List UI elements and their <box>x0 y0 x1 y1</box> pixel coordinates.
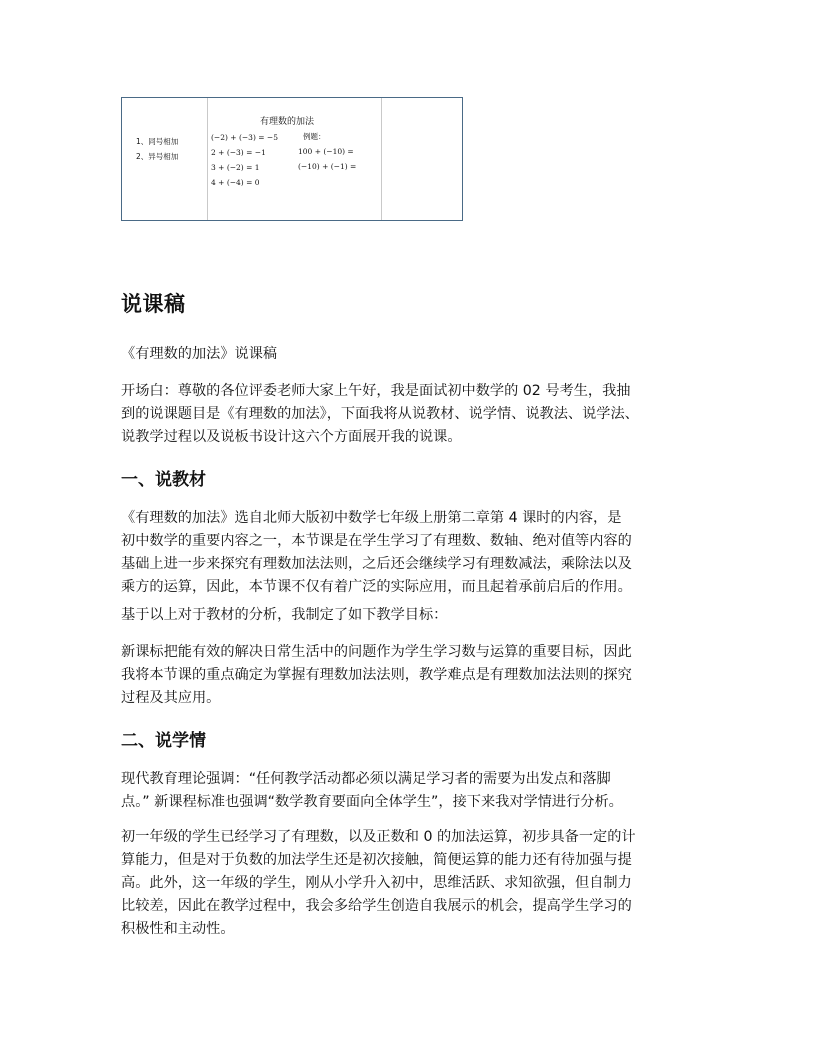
board-example-2: 2 + (−3) = −1 <box>211 148 266 157</box>
paragraph-line: 现代教育理论强调：“任何教学活动都必须以满足学习者的需要为出发点和落脚 <box>121 771 611 787</box>
section-heading-students: 二、说学情 <box>121 731 206 751</box>
paragraph-line: 新课标把能有效的解决日常生活中的问题作为学生学习数与运算的重要目标，因此 <box>121 644 632 660</box>
paragraph-line: 算能力，但是对于负数的加法学生还是初次接触，简便运算的能力还有待加强与提 <box>121 852 632 868</box>
paragraph-line: 《有理数的加法》选自北师大版初中数学七年级上册第二章第 4 课时的内容，是 <box>121 510 622 526</box>
textbook-paragraph <box>121 507 711 599</box>
board-example-1: (−2) + (−3) = −5 <box>211 133 278 142</box>
paragraph-line: 初中数学的重要内容之一，本节课是在学生学习了有理数、数轴、绝对值等内容的 <box>121 533 632 549</box>
intro-line: 开场白：尊敬的各位评委老师大家上午好，我是面试初中数学的 02 号考生，我抽 <box>121 383 631 399</box>
document-title: 说课稿 <box>121 292 186 316</box>
theory-paragraph <box>121 768 711 814</box>
paragraph-line: 我将本节课的重点确定为掌握有理数加法法则，教学难点是有理数加法法则的探究 <box>121 667 632 683</box>
paragraph-line: 过程及其应用。 <box>121 690 221 706</box>
board-practice-2: (−10) + (−1) = <box>298 162 357 171</box>
objectives-intro <box>121 604 711 627</box>
paragraph-line: 乘方的运算，因此，本节课不仅有着广泛的实际应用，而且起着承前启后的作用。 <box>121 579 632 595</box>
key-points-paragraph <box>121 641 711 710</box>
paragraph-line: 比较差，因此在教学过程中，我会多给学生创造自我展示的机会，提高学生学习的 <box>121 898 632 914</box>
board-practice-1: 100 + (−10) = <box>298 147 354 156</box>
intro-line: 到的说课题目是《有理数的加法》，下面我将从说教材、说学情、说教法、说学法、 <box>121 406 639 422</box>
student-analysis-paragraph <box>121 826 711 941</box>
subtitle-line: 《有理数的加法》说课稿 <box>121 346 278 362</box>
paragraph-line: 基础上进一步来探究有理数加法法则，之后还会继续学习有理数减法，乘除法以及 <box>121 556 632 572</box>
board-divider-right <box>381 98 382 220</box>
paragraph-line: 基于以上对于教材的分析，我制定了如下教学目标： <box>121 607 448 623</box>
board-design-figure <box>121 97 463 221</box>
board-rule-2: 2、异号相加 <box>136 152 179 161</box>
paragraph-line: 积极性和主动性。 <box>121 921 235 937</box>
section-heading-textbook: 一、说教材 <box>121 470 206 490</box>
board-example-4: 4 + (−4) = 0 <box>211 178 260 187</box>
intro-line: 说教学过程以及说板书设计这六个方面展开我的说课。 <box>121 429 462 445</box>
board-example-heading: 例题： <box>303 132 326 141</box>
board-example-3: 3 + (−2) = 1 <box>211 163 260 172</box>
board-rule-1: 1、同号相加 <box>136 137 179 146</box>
intro-paragraph <box>121 380 711 449</box>
paragraph-line: 高。此外，这一年级的学生，刚从小学升入初中，思维活跃、求知欲强，但自制力 <box>121 875 632 891</box>
paragraph-line: 点。” 新课程标准也强调“数学教育要面向全体学生”，接下来我对学情进行分析。 <box>121 794 623 810</box>
paragraph-line: 初一年级的学生已经学习了有理数，以及正数和 0 的加法运算，初步具备一定的计 <box>121 829 636 845</box>
board-divider-left <box>207 98 208 220</box>
board-title: 有理数的加法 <box>260 117 315 127</box>
document-subtitle <box>121 343 711 366</box>
